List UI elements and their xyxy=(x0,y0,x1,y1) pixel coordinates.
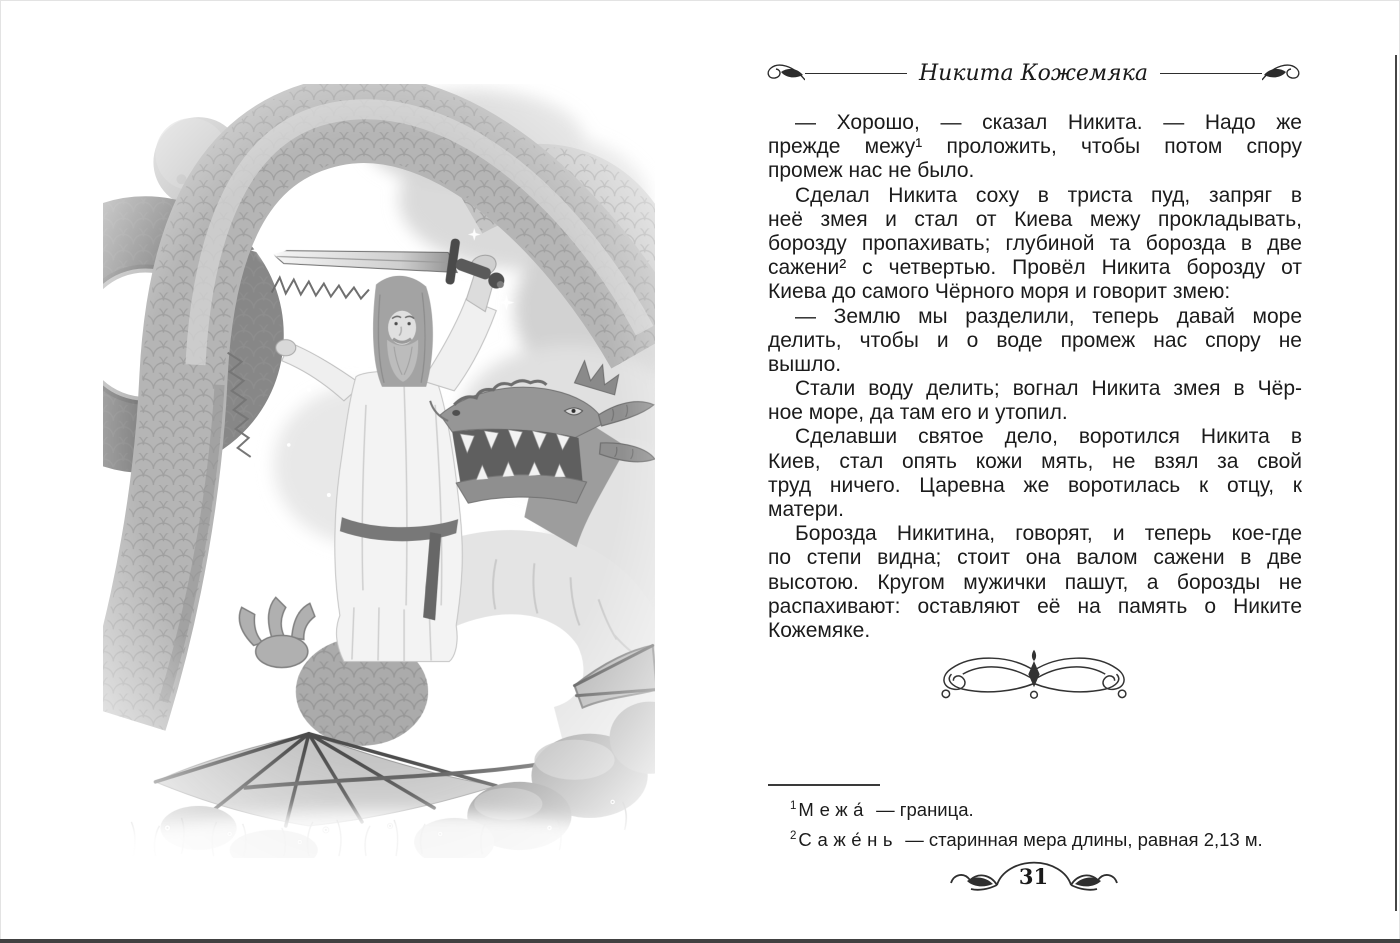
footnotes-block xyxy=(768,784,1302,853)
paragraph-6 xyxy=(768,522,1302,643)
page-footer xyxy=(765,853,1302,905)
footnote-separator xyxy=(768,784,880,786)
paragraph-5 xyxy=(768,425,1302,522)
page-edge-line xyxy=(1395,55,1397,911)
header-flourish-right-icon xyxy=(1262,59,1302,87)
text-line: — Землю мы разделили, теперь давай море xyxy=(795,304,1302,328)
book-bottom-edge xyxy=(0,939,1400,943)
text-line: Киев, стал опять кожи мять, не взял за свой xyxy=(768,449,1302,473)
text-line: Борозда Никитина, говорят, и теперь кое-где xyxy=(795,522,1302,546)
text-line: Кожемяке. xyxy=(768,618,871,642)
chapter-title: Никита Кожемяка xyxy=(919,60,1148,86)
footnote-marker: 2 xyxy=(790,830,797,843)
text-line: распахивают: оставляют её на память о Никите xyxy=(768,594,1302,618)
running-head xyxy=(765,58,1302,88)
page-number: 31 xyxy=(1018,864,1049,889)
text-line: вышло. xyxy=(768,352,842,376)
text-line: делить, чтобы и о воде промеж нас спору не xyxy=(768,328,1302,352)
paragraph-1 xyxy=(768,111,1302,184)
paragraph-2 xyxy=(768,184,1302,305)
text-line: по степи видна; стоит она валом сажени в две xyxy=(768,546,1302,570)
story-text xyxy=(768,111,1302,643)
text-line: прежде межу¹ проложить, чтобы потом спору xyxy=(768,135,1302,159)
footnote-term: Межа́ xyxy=(798,799,869,821)
text-line: высотою. Кругом мужички пашут, а борозды не xyxy=(768,570,1302,594)
text-line: матери. xyxy=(768,498,844,521)
text-line: сажени² с четвертью. Провёл Никита борозду от xyxy=(768,256,1302,280)
text-line: ное море, да там его и утопил. xyxy=(768,401,1068,425)
text-line: Сделал Никита соху в триста пуд, запряг в xyxy=(795,183,1302,207)
story-illustration xyxy=(103,84,655,858)
footnote-1 xyxy=(768,793,1302,823)
text-line: — Хорошо, — сказал Никита. — Надо же xyxy=(795,111,1302,134)
footnote-definition: — граница. xyxy=(876,799,974,821)
text-line: промеж нас не было. xyxy=(768,159,975,183)
text-line: неё змея и стал от Киева межу прокладывать, xyxy=(768,207,1302,231)
text-line: Киева до самого Чёрного моря и говорит змею: xyxy=(768,280,1231,304)
end-of-tale-flourish xyxy=(765,646,1302,706)
header-rule-left xyxy=(805,73,907,74)
text-line: труд ничего. Царевна же воротилась к отцу, к xyxy=(768,473,1302,497)
footnote-2 xyxy=(768,823,1302,853)
right-page xyxy=(765,0,1302,943)
text-line: борозду пропахивать; глубиной та борозда в две xyxy=(768,231,1302,255)
footnote-term: Саже́нь xyxy=(798,829,899,851)
divider-flourish-icon xyxy=(924,646,1144,706)
paragraph-4 xyxy=(768,377,1302,425)
footnote-marker: 1 xyxy=(790,800,797,812)
header-flourish-left-icon xyxy=(765,59,805,87)
footnote-definition: — старинная мера длины, равная 2,13 м. xyxy=(905,829,1263,851)
dragon-fight-drawing xyxy=(103,84,655,858)
text-line: Стали воду делить; вогнал Никита змея в Чёр- xyxy=(795,377,1302,401)
text-line: Сделавши святое дело, воротился Никита в xyxy=(795,425,1302,449)
header-rule-right xyxy=(1160,73,1262,74)
paragraph-3 xyxy=(768,305,1302,378)
